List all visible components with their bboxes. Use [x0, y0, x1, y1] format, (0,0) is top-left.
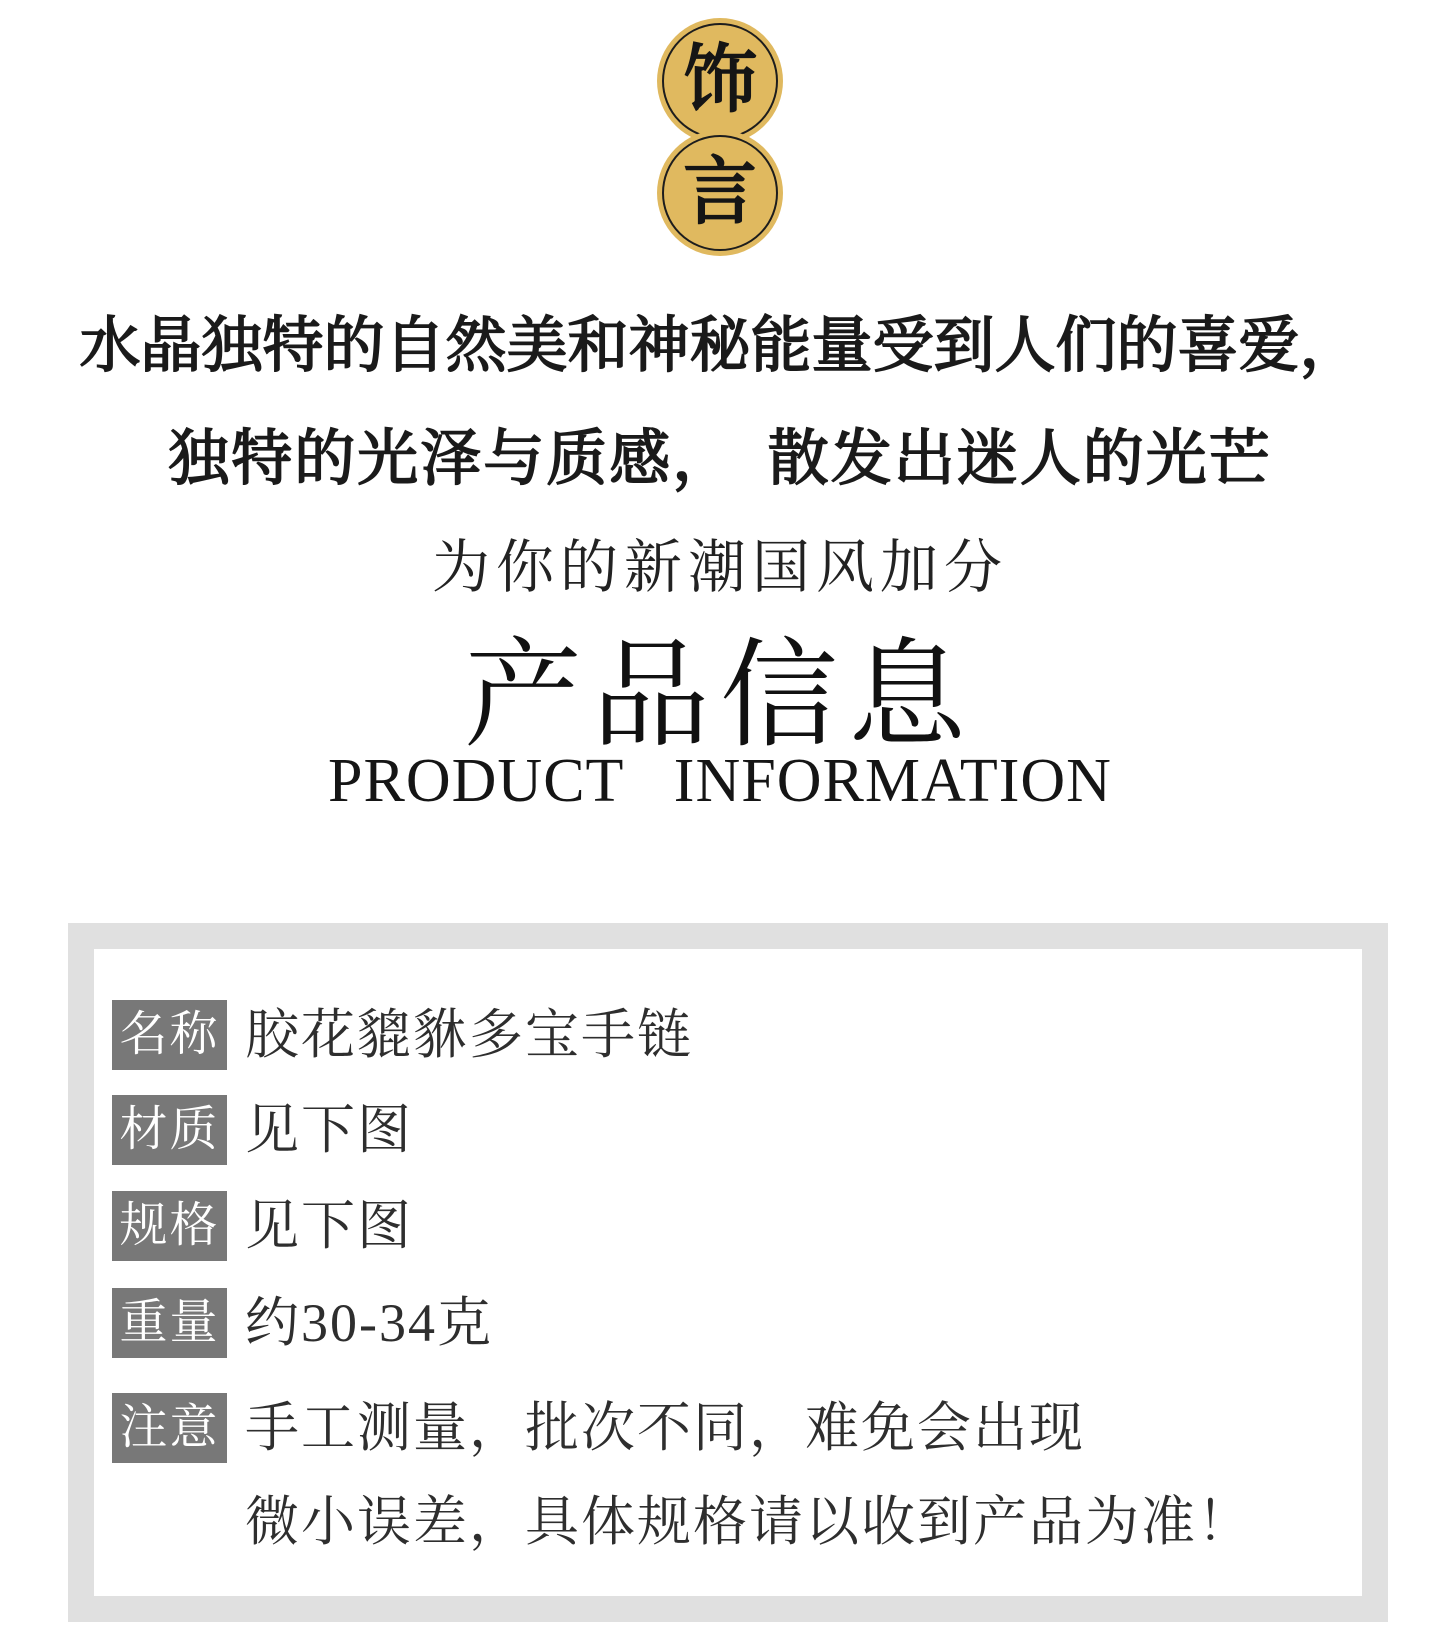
info-row-weight	[112, 1288, 493, 1358]
section-title: 产品信息	[463, 631, 976, 762]
brand-char-top: 饰	[683, 40, 757, 122]
info-value-name: 胶花貔貅多宝手链	[245, 1005, 693, 1065]
brand-coin-top	[657, 18, 783, 144]
info-label-weight: 重量	[112, 1288, 227, 1358]
info-label-material: 材质	[112, 1095, 227, 1165]
info-value-weight: 约30-34克	[245, 1293, 493, 1353]
info-value-notice-line1: 手工测量，批次不同，难免会出现	[245, 1398, 1085, 1458]
product-info-box	[68, 923, 1388, 1622]
section-subtitle: PRODUCT INFORMATION	[328, 747, 1112, 815]
info-value-notice-line2: 微小误差，具体规格请以收到产品为准！	[245, 1492, 1253, 1552]
intro-line-1: 水晶独特的自然美和神秘能量受到人们的喜爱，	[79, 313, 1361, 380]
info-row-spec	[112, 1191, 413, 1261]
info-value-spec: 见下图	[245, 1196, 413, 1256]
info-row-notice	[112, 1393, 1085, 1463]
brand-coin-bottom	[657, 130, 783, 256]
info-value-material: 见下图	[245, 1100, 413, 1160]
info-label-notice: 注意	[112, 1393, 227, 1463]
info-label-name: 名称	[112, 1000, 227, 1070]
intro-line-2: 独特的光泽与质感， 散发出迷人的光芒	[168, 426, 1272, 493]
info-row-material	[112, 1095, 413, 1165]
info-label-spec: 规格	[112, 1191, 227, 1261]
brand-char-bottom: 言	[683, 152, 757, 234]
info-row-name	[112, 1000, 693, 1070]
brand-logo	[657, 18, 783, 256]
intro-line-3: 为你的新潮国风加分	[431, 535, 1008, 600]
